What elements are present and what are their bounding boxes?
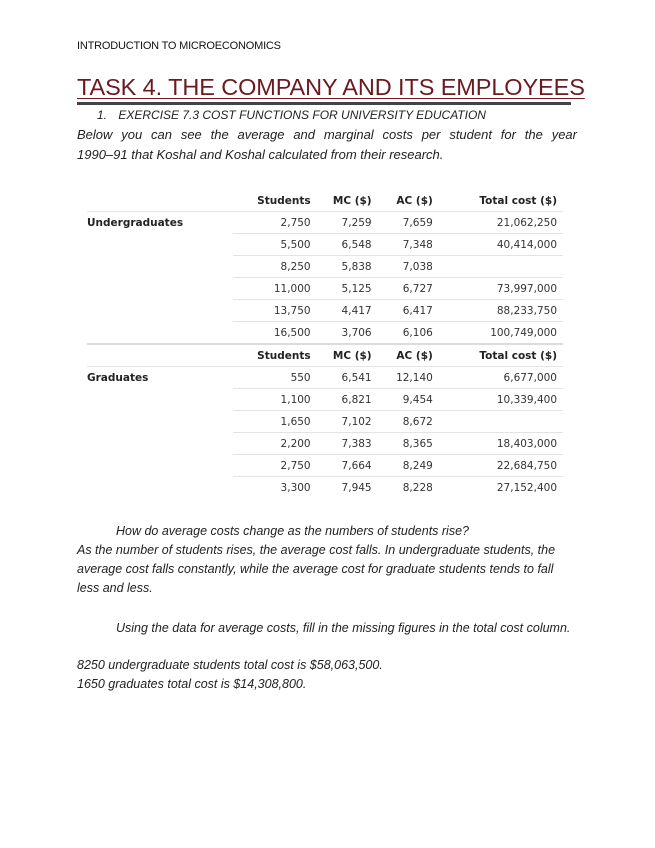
cell-empty: [87, 389, 233, 411]
table-row: [87, 212, 563, 234]
document-header: INTRODUCTION TO MICROECONOMICS: [77, 40, 281, 52]
group-header-empty: [87, 344, 233, 367]
cell-students: 16,500: [233, 322, 310, 345]
column-header-total-cost: Total cost ($): [433, 190, 563, 212]
cell-students: 2,200: [233, 433, 310, 455]
cell-empty: [87, 234, 233, 256]
column-header-mc: MC ($): [311, 344, 372, 367]
cell-ac: 7,659: [372, 212, 433, 234]
intro-paragraph: [77, 125, 577, 165]
cell-mc: 7,383: [311, 433, 372, 455]
cell-ac: 6,727: [372, 278, 433, 300]
question-2: Using the data for average costs, fill in the missing figures in the total cost column.: [116, 621, 571, 635]
table-row: [87, 300, 563, 322]
column-header-students: Students: [233, 344, 310, 367]
table-row: [87, 278, 563, 300]
table-row: [87, 322, 563, 345]
title-divider: [77, 102, 571, 105]
cell-students: 1,650: [233, 411, 310, 433]
answer-2: [77, 656, 383, 694]
table-row: [87, 477, 563, 499]
group-header-empty: [87, 190, 233, 212]
cell-total-cost-missing: [433, 411, 563, 433]
table-row: [87, 433, 563, 455]
cell-ac: 6,106: [372, 322, 433, 345]
cell-students: 13,750: [233, 300, 310, 322]
table-row: [87, 411, 563, 433]
cell-total-cost: 22,684,750: [433, 455, 563, 477]
cell-mc: 5,125: [311, 278, 372, 300]
cell-total-cost: 40,414,000: [433, 234, 563, 256]
cell-total-cost: 6,677,000: [433, 367, 563, 389]
column-header-ac: AC ($): [372, 344, 433, 367]
cell-total-cost: 18,403,000: [433, 433, 563, 455]
cell-students: 2,750: [233, 212, 310, 234]
cell-total-cost: 21,062,250: [433, 212, 563, 234]
table-row: [87, 234, 563, 256]
cell-students: 550: [233, 367, 310, 389]
cell-empty: [87, 278, 233, 300]
column-header-mc: MC ($): [311, 190, 372, 212]
cell-empty: [87, 300, 233, 322]
cell-total-cost: 73,997,000: [433, 278, 563, 300]
cost-table-container: [87, 190, 563, 498]
group-label-graduates: Graduates: [87, 371, 149, 384]
table-row: [87, 389, 563, 411]
cell-ac: 7,348: [372, 234, 433, 256]
table-row: [87, 455, 563, 477]
column-header-ac: AC ($): [372, 190, 433, 212]
cell-mc: 6,548: [311, 234, 372, 256]
cell-mc: 7,945: [341, 481, 372, 494]
exercise-title: EXERCISE 7.3 COST FUNCTIONS FOR UNIVERSITY EDUCATION: [118, 108, 486, 122]
cell-total-cost-missing: [433, 256, 563, 278]
cell-mc: 7,102: [311, 411, 372, 433]
question-1: How do average costs change as the numbers of students rise?: [116, 524, 469, 538]
exercise-number: 1.: [97, 108, 108, 122]
cell-total-cost: 100,749,000: [433, 322, 563, 345]
answer-2-line-1: 8250 undergraduate students total cost is $58,063,500.: [77, 658, 383, 672]
table-row: [87, 367, 563, 389]
cell-students: 3,300: [280, 481, 311, 494]
column-header-students: Students: [233, 190, 310, 212]
cost-table: [87, 190, 563, 498]
cell-mc: 6,821: [311, 389, 372, 411]
cell-ac: 8,228: [402, 481, 433, 494]
cell-total-cost: 27,152,400: [496, 481, 557, 494]
cell-ac: 8,365: [372, 433, 433, 455]
answer-1: As the number of students rises, the average cost falls. In undergraduate students, the average cost falls constantly, while the average cost for graduate students tends to fall less and less.: [77, 543, 556, 595]
cell-ac: 12,140: [372, 367, 433, 389]
cell-total-cost: 88,233,750: [433, 300, 563, 322]
table-row: [87, 256, 563, 278]
cell-empty: [87, 411, 233, 433]
column-header-total-cost: Total cost ($): [433, 344, 563, 367]
cell-students: 2,750: [233, 455, 310, 477]
cell-mc: 4,417: [311, 300, 372, 322]
cell-students: 1,100: [233, 389, 310, 411]
cell-empty: [87, 256, 233, 278]
table-header-row: [87, 190, 563, 212]
cell-ac: 8,249: [372, 455, 433, 477]
table-header-row: [87, 344, 563, 367]
exercise-heading: [97, 108, 486, 122]
cell-empty: [87, 477, 233, 499]
cell-mc: 7,664: [311, 455, 372, 477]
group-label-undergraduates: Undergraduates: [87, 216, 184, 229]
page-title: [77, 74, 585, 101]
cell-empty: [87, 433, 233, 455]
cell-mc: 5,838: [311, 256, 372, 278]
cell-students: 8,250: [233, 256, 310, 278]
cell-empty: [87, 455, 233, 477]
cell-empty: [87, 322, 233, 345]
cell-ac: 8,672: [372, 411, 433, 433]
cell-mc: 7,259: [311, 212, 372, 234]
cell-ac: 6,417: [372, 300, 433, 322]
cell-students: 5,500: [233, 234, 310, 256]
cell-total-cost: 10,339,400: [433, 389, 563, 411]
intro-line-2: 1990–91 that Koshal and Koshal calculated from their research.: [77, 147, 444, 162]
cell-mc: 3,706: [311, 322, 372, 345]
page-title-text: TASK 4. THE COMPANY AND ITS EMPLOYEES: [77, 74, 585, 100]
answer-2-line-2: 1650 graduates total cost is $14,308,800.: [77, 677, 307, 691]
cell-students: 11,000: [233, 278, 310, 300]
intro-line-1: Below you can see the average and marginal costs per student for the year: [77, 127, 577, 142]
cell-ac: 9,454: [372, 389, 433, 411]
cell-ac: 7,038: [372, 256, 433, 278]
cell-mc: 6,541: [311, 367, 372, 389]
